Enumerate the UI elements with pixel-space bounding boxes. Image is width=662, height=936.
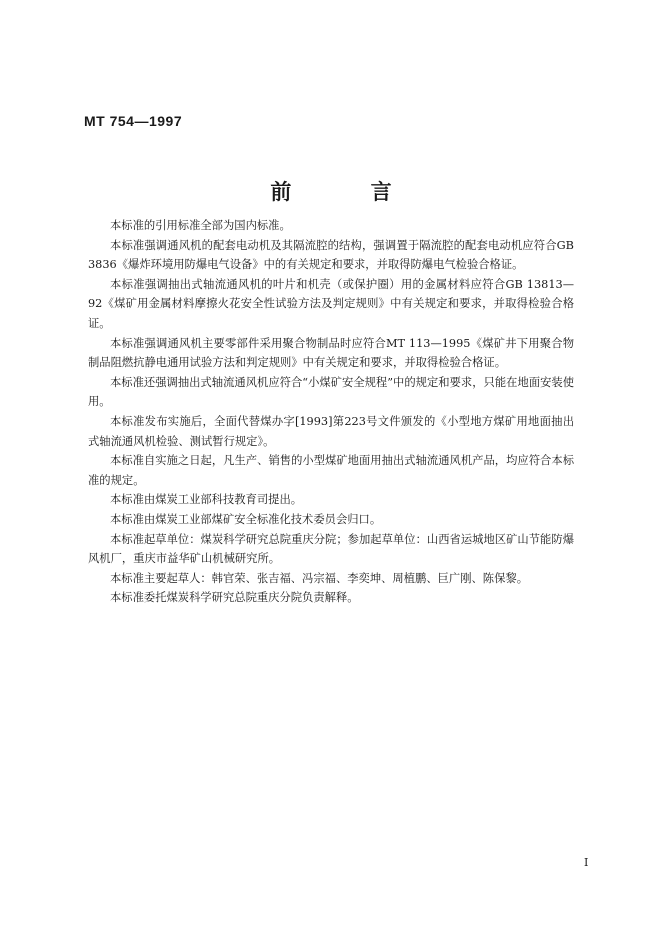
paragraph: 本标准强调抽出式轴流通风机的叶片和机壳（或保护圈）用的金属材料应符合GB 13813—92《煤矿用金属材料摩擦火花安全性试验方法及判定规则》中有关规定和要求，并取得检验合格证。: [88, 277, 574, 330]
standard-number: MT 754—1997: [84, 113, 183, 129]
paragraph: 本标准发布实施后，全面代替煤办字[1993]第223号文件颁发的《小型地方煤矿用地面抽出式轴流通风机检验、测试暂行规定》。: [88, 414, 574, 448]
paragraph: 本标准自实施之日起，凡生产、销售的小型煤矿地面用抽出式轴流通风机产品，均应符合本标准的规定。: [88, 454, 574, 487]
paragraph: 本标准由煤炭工业部煤矿安全标准化技术委员会归口。: [110, 512, 382, 526]
paragraph: 本标准起草单位：煤炭科学研究总院重庆分院；参加起草单位：山西省运城地区矿山节能防爆风机厂，重庆市益华矿山机械研究所。: [88, 532, 574, 566]
paragraph: 本标准主要起草人：韩官荣、张吉福、冯宗福、李奕坤、周植鹏、巨广刚、陈保黎。: [110, 571, 528, 585]
paragraph: 本标准的引用标准全部为国内标准。: [110, 219, 291, 232]
page-number: I: [584, 856, 589, 869]
paragraph: 本标准委托煤炭科学研究总院重庆分院负责解释。: [110, 591, 359, 605]
page-title: 前 言: [270, 179, 428, 204]
paragraph: 本标准强调通风机主要零部件采用聚合物制品时应符合MT 113—1995《煤矿井下用聚合物制品阻燃抗静电通用试验方法和判定规则》中有关规定和要求，并取得检验合格证。: [88, 336, 574, 370]
paragraph: 本标准强调通风机的配套电动机及其隔流腔的结构，强调置于隔流腔的配套电动机应符合GB 3836《爆炸环境用防爆电气设备》中的有关规定和要求，并取得防爆电气检验合格证。: [88, 238, 574, 272]
paragraph: 本标准还强调抽出式轴流通风机应符合“小煤矿安全规程”中的规定和要求，只能在地面安装使用。: [88, 375, 574, 409]
paragraph: 本标准由煤炭工业部科技教育司提出。: [110, 493, 303, 507]
foreword-body: [88, 216, 574, 608]
